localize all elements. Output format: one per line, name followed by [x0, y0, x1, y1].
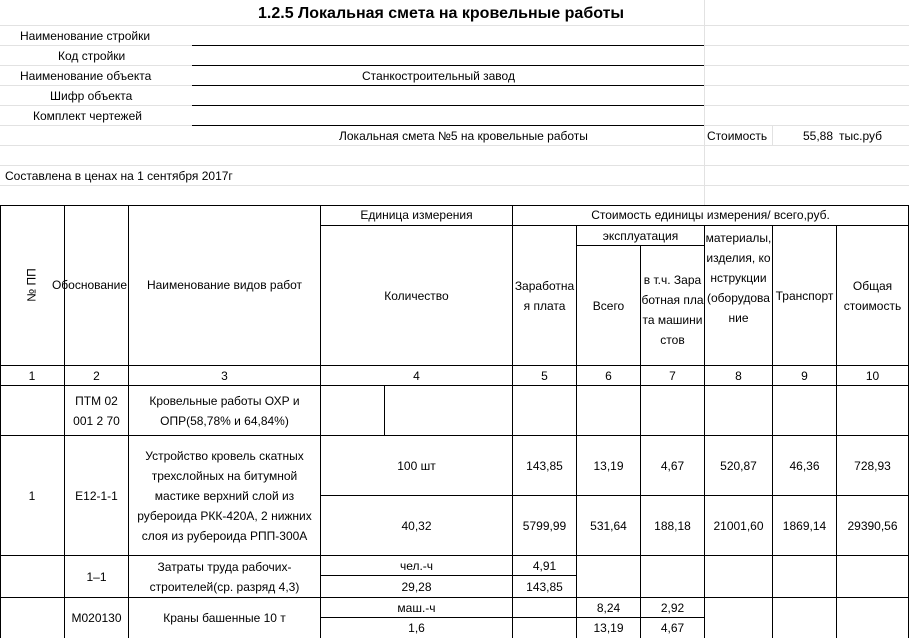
col-number-3: 3 — [221, 368, 228, 383]
row2-work-name: Устройство кровель скатных трехслойных на битумной мастике верхний слой из рубероида РКК-420А, 2 нижних слоя из рубероида РПП-300А — [137, 448, 312, 543]
header-transport: Транспорт — [775, 288, 834, 303]
row1-work-name: Кровельные работы ОХР и ОПР(58,78% и 64,84%) — [149, 393, 300, 428]
row3-total-salary: 143,85 — [526, 579, 563, 594]
row4-total-machinists: 4,67 — [660, 621, 685, 635]
col-number-6: 6 — [605, 368, 612, 383]
header-total: Всего — [592, 298, 625, 313]
prices-date: Составлена в ценах на 1 сентября 2017г — [5, 169, 233, 183]
header-unit: Единица измерения — [360, 208, 473, 222]
col-number-9: 9 — [801, 368, 808, 383]
col-number-1: 1 — [28, 368, 36, 383]
header-work-name: Наименование видов работ — [146, 278, 303, 292]
col-number-5: 5 — [541, 368, 548, 383]
col-number-2: 2 — [93, 368, 100, 383]
header-number: № ПП — [25, 268, 39, 302]
row4-total-exploitation: 13,19 — [593, 621, 624, 635]
row4-quantity: 1,6 — [408, 621, 425, 635]
row2-unit-transport: 46,36 — [789, 458, 820, 473]
header-machinists-salary: в т.ч. Заработная плата машинистов — [641, 272, 704, 347]
col-number-10: 10 — [865, 368, 880, 383]
row2-total-exploitation: 531,64 — [590, 518, 627, 533]
row2-unit-overall: 728,93 — [854, 458, 891, 473]
row4-unit-machinists: 2,92 — [660, 600, 685, 615]
row3-quantity: 29,28 — [401, 579, 432, 594]
header-quantity: Количество — [384, 288, 449, 303]
row4-unit-exploitation: 8,24 — [596, 600, 621, 615]
row3-work-name: Затраты труда рабочих-строителей(ср. разряд 4,3) — [149, 559, 300, 594]
row2-unit-exploitation: 13,19 — [593, 458, 624, 473]
row2-unit-salary: 143,85 — [526, 458, 563, 473]
row3-unit-salary: 4,91 — [532, 558, 557, 573]
row3-unit: чел.-ч — [399, 558, 434, 573]
col-number-7: 7 — [669, 368, 676, 383]
header-exploitation: эксплуатация — [602, 228, 679, 243]
cost-value: 55,88 — [803, 129, 834, 143]
row2-total-transport: 1869,14 — [782, 518, 827, 533]
row2-quantity: 40,32 — [401, 518, 432, 533]
cost-unit: тыс.руб — [839, 129, 883, 143]
row2-total-overall: 29390,56 — [847, 518, 898, 533]
label-construction-code: Код стройки — [58, 49, 126, 63]
label-object-name: Наименование объекта — [20, 69, 152, 83]
header-salary: Заработная плата — [514, 278, 575, 313]
row2-unit-materials: 520,87 — [720, 458, 757, 473]
row2-number: 1 — [28, 488, 36, 503]
label-construction-name: Наименование стройки — [20, 29, 151, 43]
row2-total-salary: 5799,99 — [522, 518, 567, 533]
label-drawings-set: Комплект чертежей — [33, 109, 142, 123]
header-materials: материалы, изделия, конструкции (оборудование — [705, 231, 772, 325]
cost-label: Стоимость — [707, 129, 768, 143]
page-title: 1.2.5 Локальная смета на кровельные работы — [258, 5, 625, 22]
row4-work-name: Краны башенные 10 т — [163, 611, 286, 625]
header-basis-cell — [51, 205, 128, 365]
row3-basis: 1–1 — [86, 569, 107, 584]
header-basis: Обоснование — [51, 278, 128, 292]
row2-basis: Е12-1-1 — [75, 488, 118, 503]
header-overall-cost: Общая стоимость — [843, 278, 902, 313]
row2-total-materials: 21001,60 — [713, 518, 764, 533]
row2-unit: 100 шт — [397, 458, 436, 473]
header-unit-cost: Стоимость единицы измерения/ всего,руб. — [591, 208, 830, 222]
row2-unit-machinists: 4,67 — [660, 458, 685, 473]
col-number-8: 8 — [735, 368, 742, 383]
row2-total-machinists: 188,18 — [654, 518, 691, 533]
row1-basis: ПТМ 02 001 2 70 — [73, 393, 120, 428]
label-object-code: Шифр объекта — [50, 89, 133, 103]
row4-basis: М020130 — [71, 611, 122, 625]
smeta-title: Локальная смета №5 на кровельные работы — [339, 129, 588, 143]
col-number-4: 4 — [413, 368, 420, 383]
row4-unit: маш.-ч — [397, 600, 436, 615]
object-name-value: Станкостроительный завод — [362, 69, 515, 83]
